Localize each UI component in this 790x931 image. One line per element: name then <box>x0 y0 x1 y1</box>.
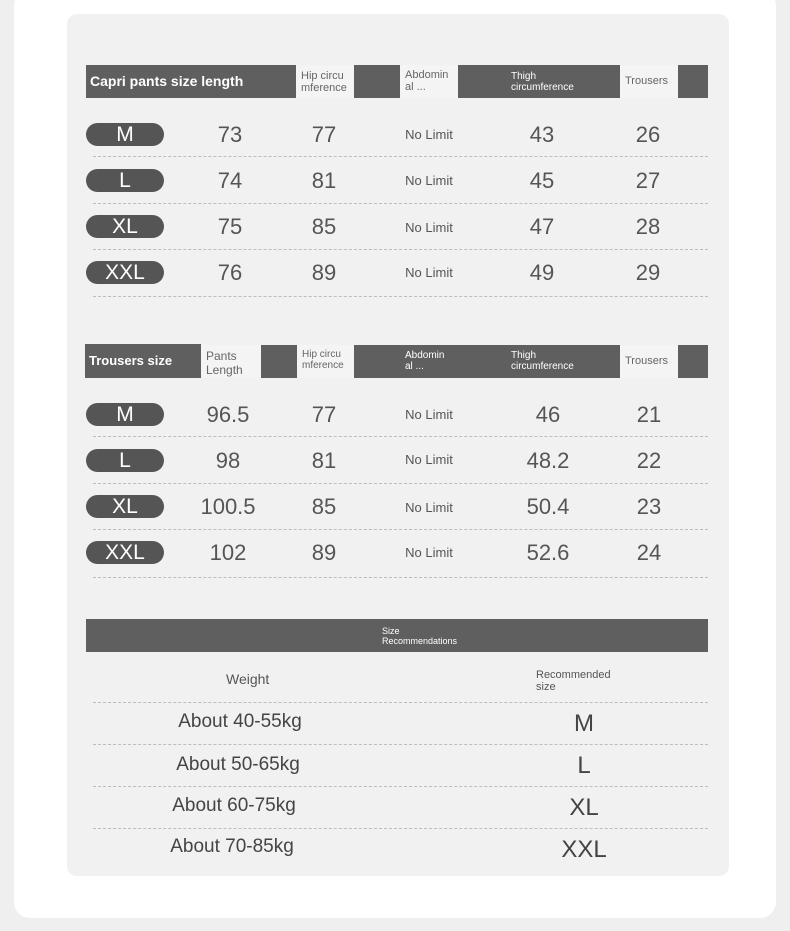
hip-value: 89 <box>311 260 337 285</box>
trousers-value: 24 <box>636 540 662 565</box>
recommended-size: L <box>577 752 591 779</box>
trousers-value: 29 <box>635 260 661 285</box>
thigh-value: 47 <box>529 214 555 239</box>
weight-range: About 60-75kg <box>172 795 296 816</box>
hip-value: 85 <box>311 494 337 519</box>
capri-trousers-header: Trousers <box>625 75 668 87</box>
row-divider <box>93 744 708 745</box>
length-value: 96.5 <box>206 402 250 427</box>
row-divider <box>93 249 708 250</box>
size-badge: M <box>86 403 164 426</box>
length-value: 100.5 <box>200 494 256 519</box>
trousers-value: 26 <box>635 122 661 147</box>
row-divider <box>93 828 708 829</box>
size-badge: L <box>86 169 164 192</box>
abdominal-value: No Limit <box>405 127 453 142</box>
abdominal-value: No Limit <box>405 452 453 467</box>
length-value: 98 <box>215 448 241 473</box>
row-divider <box>93 702 708 703</box>
size-badge: XXL <box>86 261 164 284</box>
trousers-hip-header: Hip circu mference <box>302 349 344 371</box>
abdominal-value: No Limit <box>405 220 453 235</box>
hip-value: 77 <box>311 402 337 427</box>
length-value: 74 <box>217 168 243 193</box>
row-divider <box>93 203 708 204</box>
trousers-abd-thigh-block <box>354 345 620 378</box>
abdominal-value: No Limit <box>405 265 453 280</box>
trousers-value: 27 <box>635 168 661 193</box>
hip-value: 89 <box>311 540 337 565</box>
weight-header: Weight <box>226 671 270 687</box>
weight-range: About 50-65kg <box>176 754 300 775</box>
row-divider <box>93 483 708 484</box>
trousers-thigh-header: Thigh circumference <box>511 350 574 372</box>
recommendations-title: Size Recommendations <box>382 626 458 646</box>
trousers-header-block-end <box>678 345 708 378</box>
length-value: 75 <box>217 214 243 239</box>
thigh-value: 43 <box>529 122 555 147</box>
trousers-value: 22 <box>636 448 662 473</box>
weight-range: About 40-55kg <box>178 711 302 732</box>
abdominal-value: No Limit <box>405 173 453 188</box>
capri-thigh-header: Thigh circumference <box>511 71 574 93</box>
abdominal-value: No Limit <box>405 500 453 515</box>
recommended-size: XL <box>569 794 599 821</box>
capri-abdominal-header: Abdomin al ... <box>405 69 449 93</box>
thigh-value: 49 <box>529 260 555 285</box>
trousers-value: 28 <box>635 214 661 239</box>
capri-header-block-end <box>678 65 708 98</box>
row-divider <box>93 436 708 437</box>
hip-value: 81 <box>311 448 337 473</box>
capri-table-title: Capri pants size length <box>90 73 244 89</box>
recommended-size: M <box>574 710 594 737</box>
length-value: 73 <box>217 122 243 147</box>
trousers-value: 23 <box>636 494 662 519</box>
size-badge: XL <box>86 215 164 238</box>
size-badge: M <box>86 123 164 146</box>
size-badge: XL <box>86 495 164 518</box>
hip-value: 85 <box>311 214 337 239</box>
row-divider <box>93 786 708 787</box>
size-badge: XXL <box>86 541 164 564</box>
trousers-header-block <box>261 345 297 378</box>
thigh-value: 52.6 <box>526 540 570 565</box>
size-badge: L <box>86 449 164 472</box>
hip-value: 81 <box>311 168 337 193</box>
thigh-value: 48.2 <box>526 448 570 473</box>
trousers-length-header: Pants Length <box>206 349 243 377</box>
length-value: 102 <box>209 540 247 565</box>
recommended-size-header: Recommended size <box>536 669 611 693</box>
thigh-value: 45 <box>529 168 555 193</box>
abdominal-value: No Limit <box>405 407 453 422</box>
row-divider <box>93 529 708 530</box>
recommended-size: XXL <box>561 836 607 863</box>
hip-value: 77 <box>311 122 337 147</box>
weight-range: About 70-85kg <box>170 836 294 857</box>
trousers-trousers-header: Trousers <box>625 355 668 367</box>
row-divider <box>93 296 708 297</box>
capri-hip-header: Hip circu mference <box>301 70 347 94</box>
trousers-abdominal-header: Abdomin al ... <box>405 350 445 372</box>
trousers-table-title: Trousers size <box>89 353 173 368</box>
row-divider <box>93 156 708 157</box>
capri-header-block <box>354 65 400 98</box>
thigh-value: 46 <box>535 402 561 427</box>
trousers-value: 21 <box>636 402 662 427</box>
length-value: 76 <box>217 260 243 285</box>
row-divider <box>93 577 708 578</box>
thigh-value: 50.4 <box>526 494 570 519</box>
abdominal-value: No Limit <box>405 545 453 560</box>
